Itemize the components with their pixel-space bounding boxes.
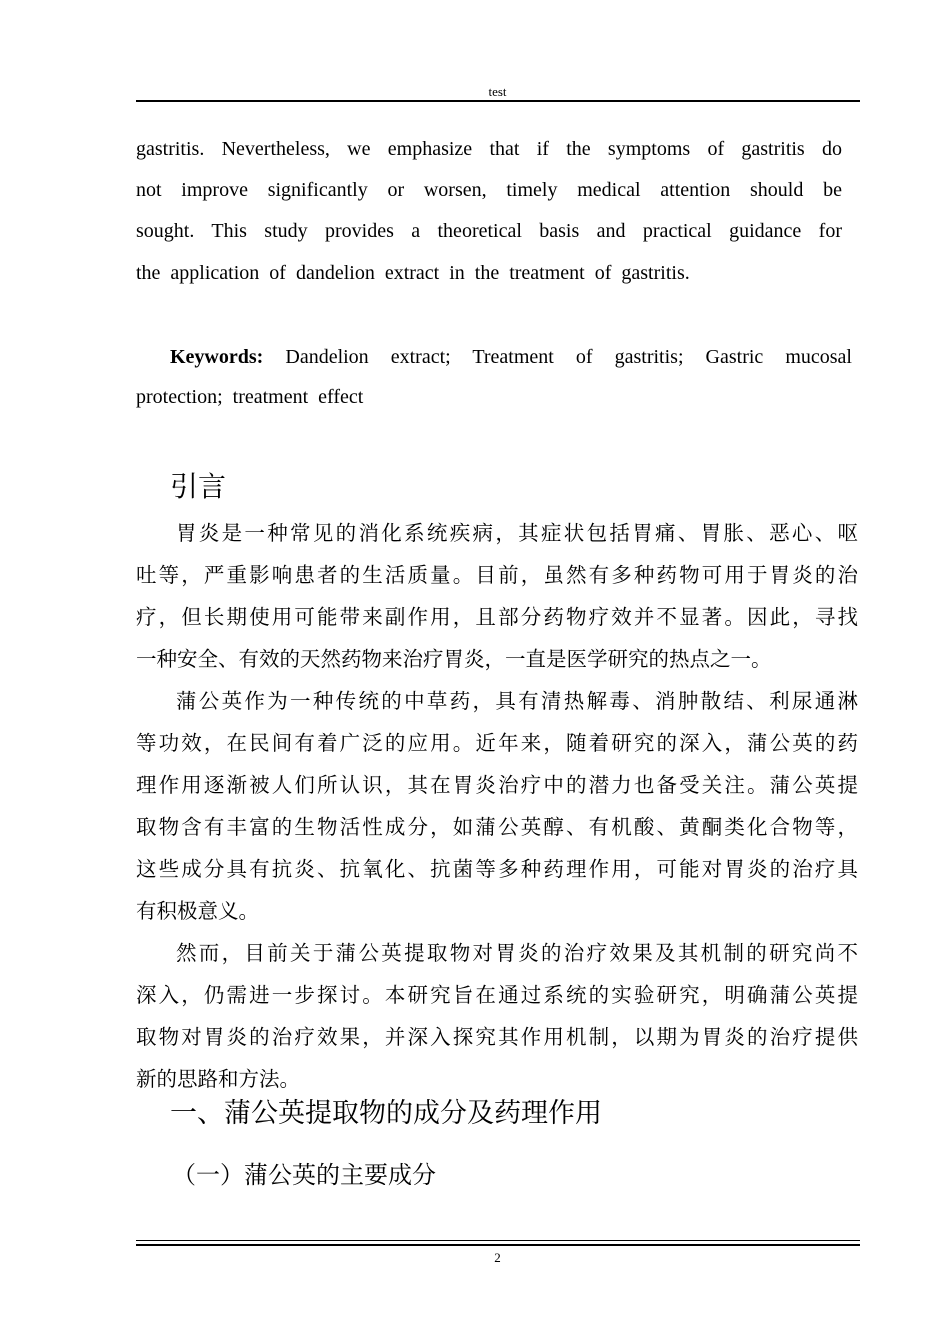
intro-paragraph-line: 吐等，严重影响患者的生活质量。目前，虽然有多种药物可用于胃炎的治 xyxy=(136,563,858,587)
intro-paragraph-line: 等功效，在民间有着广泛的应用。近年来，随着研究的深入，蒲公英的药 xyxy=(136,731,858,755)
intro-paragraph-line: 取物对胃炎的治疗效果，并深入探究其作用机制，以期为胃炎的治疗提供 xyxy=(136,1025,858,1049)
keywords-label: Keywords: xyxy=(170,346,264,368)
page-header: test xyxy=(488,84,507,99)
intro-paragraph-line: 胃炎是一种常见的消化系统疾病，其症状包括胃痛、胃胀、恶心、呕 xyxy=(176,521,858,545)
intro-paragraph-line: 蒲公英作为一种传统的中草药，具有清热解毒、消肿散结、利尿通淋 xyxy=(176,689,858,713)
intro-paragraph-line: 理作用逐渐被人们所认识，其在胃炎治疗中的潜力也备受关注。蒲公英提 xyxy=(136,773,858,797)
footer-rule xyxy=(136,1244,860,1246)
abstract-line: sought. This study provides a theoretical basis and practical guidance for xyxy=(136,220,842,242)
intro-paragraph-line: 取物含有丰富的生物活性成分，如蒲公英醇、有机酸、黄酮类化合物等， xyxy=(136,815,858,839)
abstract-line: not improve significantly or worsen, timely medical attention should be xyxy=(136,179,842,201)
intro-paragraph-line: 新的思路和方法。 xyxy=(136,1067,300,1091)
subsection-heading: （一）蒲公英的主要成分 xyxy=(172,1161,436,1189)
section-heading: 一、蒲公英提取物的成分及药理作用 xyxy=(170,1098,602,1129)
intro-paragraph-line: 有积极意义。 xyxy=(136,899,259,923)
keywords-text: Dandelion extract; Treatment of gastritis; Gastric mucosal xyxy=(285,346,852,368)
keywords-line-2: protection; treatment effect xyxy=(136,386,364,408)
page-number: 2 xyxy=(494,1250,501,1265)
intro-paragraph-line: 疗，但长期使用可能带来副作用，且部分药物疗效并不显著。因此，寻找 xyxy=(136,605,858,629)
abstract-line: the application of dandelion extract in the treatment of gastritis. xyxy=(136,262,690,284)
header-rule xyxy=(136,100,860,102)
abstract-line: gastritis. Nevertheless, we emphasize that if the symptoms of gastritis do xyxy=(136,138,842,160)
keywords-line xyxy=(170,344,852,370)
intro-heading: 引言 xyxy=(170,470,227,503)
intro-paragraph-line: 深入，仍需进一步探讨。本研究旨在通过系统的实验研究，明确蒲公英提 xyxy=(136,983,858,1007)
intro-paragraph-line: 一种安全、有效的天然药物来治疗胃炎，一直是医学研究的热点之一。 xyxy=(136,647,772,671)
footer-rule xyxy=(136,1240,860,1241)
intro-paragraph-line: 这些成分具有抗炎、抗氧化、抗菌等多种药理作用，可能对胃炎的治疗具 xyxy=(136,857,858,881)
intro-paragraph-line: 然而，目前关于蒲公英提取物对胃炎的治疗效果及其机制的研究尚不 xyxy=(176,941,858,965)
